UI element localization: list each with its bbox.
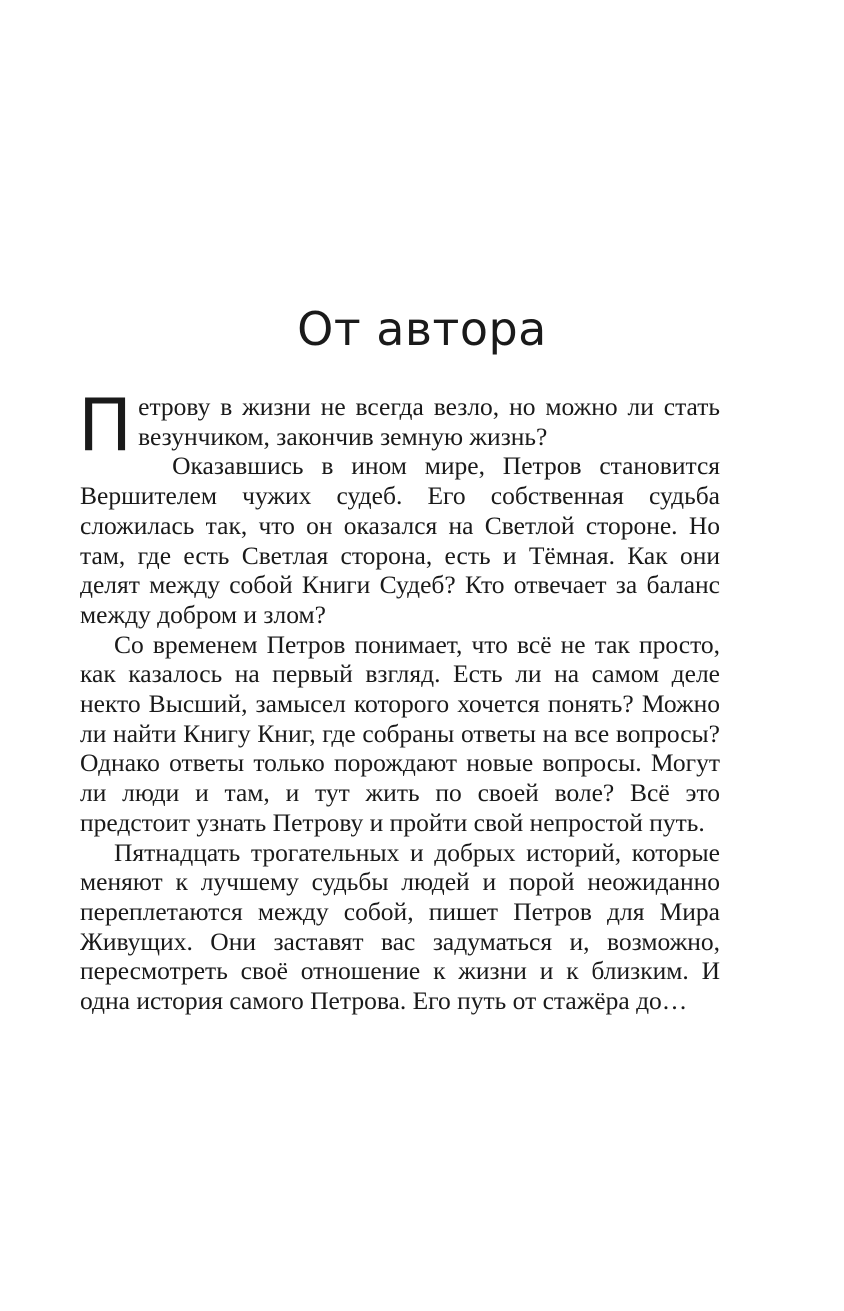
paragraph-4: Пятнадцать трогательных и добрых историй, которые меняют к лучшему судьбы людей и порой неожиданно переплетаются между собой, пишет Петров для Мира Живущих. Они заставят вас задуматься и, возможно, пересмотреть своё отношение к жизни и к близким. И одна история самого Петрова. Его путь от стажёра до… (80, 837, 720, 1016)
paragraph-1 (78, 383, 720, 467)
drop-cap: П (78, 383, 133, 467)
paragraph-1-text: етрову в жизни не всегда везло, но можно ли стать везунчиком, закончив земную жизнь? (138, 392, 720, 451)
text-body (78, 383, 720, 1016)
paragraph-3: Со временем Петров понимает, что всё не так просто, как казалось на первый взгляд. Есть ли на самом деле некто Высший, замысел которого хочется понять? Можно ли найти Книгу Книг, где собраны ответы на все вопросы? Однако ответы только порождают новые вопросы. Могут ли люди и там, и тут жить по своей воле? Всё это предстоит узнать Петрову и пройти свой непростой путь. (80, 629, 720, 837)
paragraph-2: Оказавшись в ином мире, Петров становится Вершителем чужих судеб. Его собственная судьба сложилась так, что он оказался на Светлой стороне. Но там, где есть Светлая сторона, есть и Тёмная. Как они делят между собой Книги Судеб? Кто отвечает за баланс между добром и злом? (80, 451, 720, 629)
page-title: От автора (297, 302, 547, 356)
